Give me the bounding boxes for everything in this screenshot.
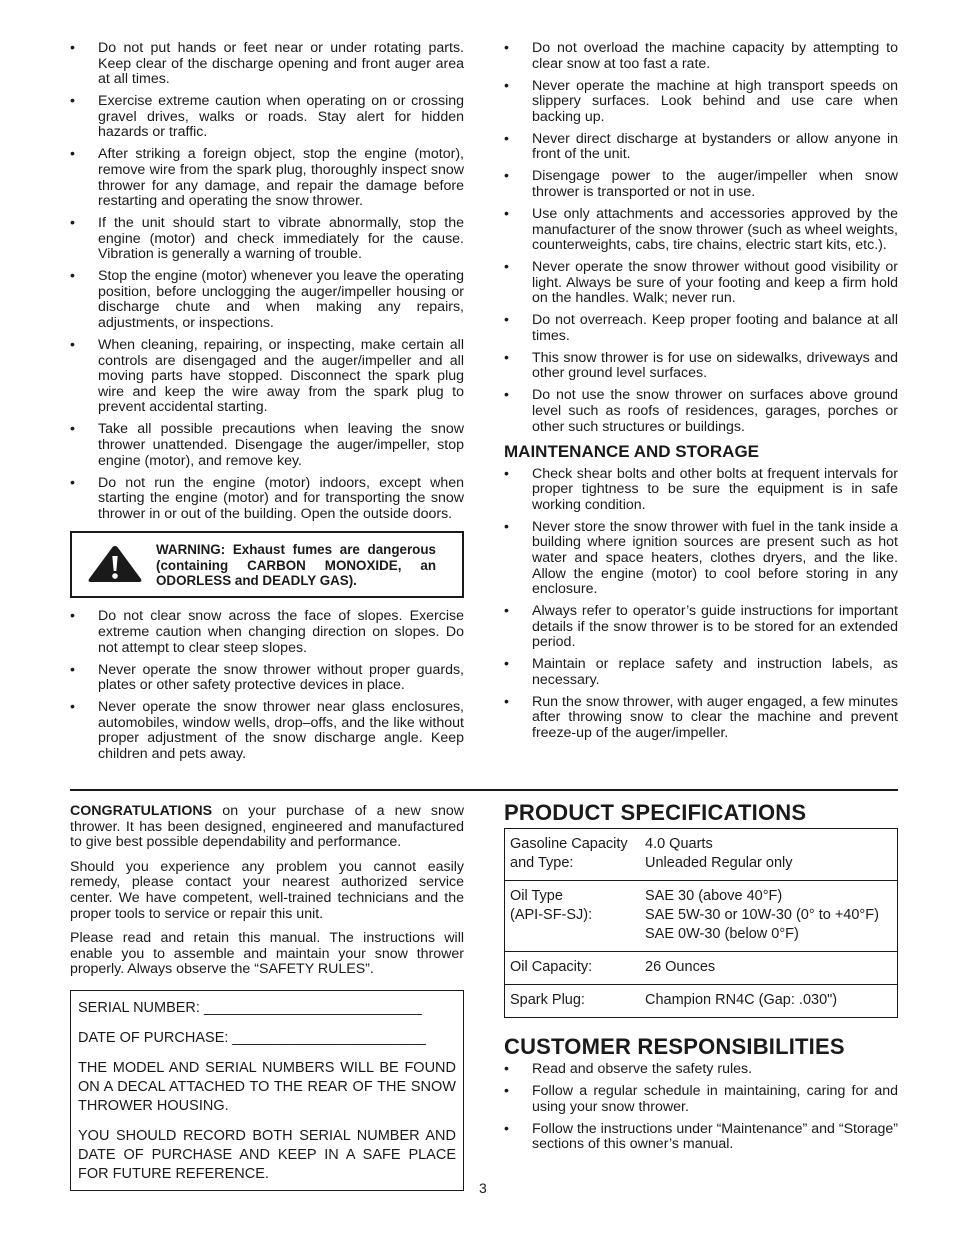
warning-box xyxy=(70,531,464,598)
congratulations-section xyxy=(70,804,464,1191)
safety-list-left-continued xyxy=(70,609,464,762)
safety-rules-right-column xyxy=(504,41,898,748)
service-paragraph: Should you experience any problem you cannot easily remedy, please contact your nearest authorized service center. We have competent, well-trained technicians and the proper tools to service or repair this unit. xyxy=(70,858,464,922)
list-item: • Do not put hands or feet near or under rotating parts. Keep clear of the discharge opening and front auger area at all times. xyxy=(70,40,464,88)
table-row: Oil Capacity: 26 Ounces xyxy=(505,952,898,985)
warning-triangle-icon xyxy=(86,544,144,584)
list-item: • Never operate the snow thrower near glass enclosures, automobiles, window wells, drop–offs, and the like without proper adjustment of the snow discharge angle. Keep children and pets away. xyxy=(70,699,464,762)
list-item: • Never operate the machine at high transport speeds on slippery surfaces. Look behind and use care when backing up. xyxy=(504,77,898,125)
safety-list-left xyxy=(70,41,464,522)
list-item: • Stop the engine (motor) whenever you leave the operating position, before unclogging the auger/impeller housing or discharge chute and when making any repairs, adjustments, or inspections. xyxy=(70,268,464,332)
list-item: • Take all possible precautions when leaving the snow thrower unattended. Disengage the auger/impeller, stop engine (motor), and remove key. xyxy=(70,421,464,469)
customer-responsibilities-heading: CUSTOMER RESPONSIBILITIES xyxy=(504,1034,845,1059)
list-item: • Use only attachments and accessories approved by the manufacturer of the snow thrower (such as wheel weights, counterweights, cabs, tire chains, electric start kits, etc.). xyxy=(504,205,898,254)
maintenance-heading: MAINTENANCE AND STORAGE xyxy=(504,441,760,461)
warning-text: WARNING: Exhaust fumes are dangerous (containing CARBON MONOXIDE, an ODORLESS and DEADLY GAS). xyxy=(156,542,436,588)
product-specifications-heading: PRODUCT SPECIFICATIONS xyxy=(504,800,807,825)
specifications-section xyxy=(504,800,898,1159)
maintenance-list xyxy=(504,467,898,742)
list-item: • Do not clear snow across the face of slopes. Exercise extreme caution when changing direction on slopes. Do not attempt to clear steep slopes. xyxy=(70,608,464,656)
table-row: Spark Plug: Champion RN4C (Gap: .030") xyxy=(505,985,898,1018)
customer-responsibilities-list xyxy=(504,1062,898,1153)
specifications-table xyxy=(504,828,898,1018)
date-of-purchase-line: DATE OF PURCHASE: ________________________ xyxy=(78,1029,426,1046)
serial-number-line: SERIAL NUMBER: ___________________________ xyxy=(78,999,422,1016)
manual-paragraph: Please read and retain this manual. The instructions will enable you to assemble and maintain your snow thrower properly. Always observe the “SAFETY RULES”. xyxy=(70,930,464,978)
list-item: • Always refer to operator’s guide instructions for important details if the snow thrower is to be stored for an extended period. xyxy=(504,603,898,651)
list-item: • Never operate the snow thrower without proper guards, plates or other safety protective devices in place. xyxy=(70,661,464,694)
list-item: • Do not use the snow thrower on surfaces above ground level such as roofs of residences, garages, porches or other such structures or buildings. xyxy=(504,387,898,435)
list-item: • This snow thrower is for use on sidewalks, driveways and other ground level surfaces. xyxy=(504,349,898,382)
list-item: • Do not run the engine (motor) indoors, except when starting the engine (motor) and for transporting the snow thrower in or out of the building. Open the outside doors. xyxy=(70,474,464,522)
list-item: • Never operate the snow thrower without good visibility or light. Always be sure of your footing and keep a firm hold on the handles. Walk; never run. xyxy=(504,259,898,307)
safety-rules-left-column xyxy=(70,41,464,769)
table-row: Oil Type (API-SF-SJ): SAE 30 (above 40°F) SAE 5W-30 or 10W-30 (0° to +40°F) SAE 0W-30 (below 0°F) xyxy=(505,881,898,952)
list-item: • Never direct discharge at bystanders or allow anyone in front of the unit. xyxy=(504,130,898,163)
table-row: Gasoline Capacity and Type: 4.0 Quarts Unleaded Regular only xyxy=(505,829,898,881)
list-item: • Check shear bolts and other bolts at frequent intervals for proper tightness to be sure the equipment is in safe working condition. xyxy=(504,465,898,513)
list-item: • Disengage power to the auger/impeller when snow thrower is transported or not in use. xyxy=(504,168,898,200)
list-item: • Never store the snow thrower with fuel in the tank inside a building where ignition sources are present such as hot water and space heaters, clothes dryers, and the like. Allow the engine (motor) to cool before storing in any enclosure. xyxy=(504,518,898,598)
list-item: • Do not overreach. Keep proper footing and balance at all times. xyxy=(504,312,898,344)
page-number: 3 xyxy=(479,1180,487,1196)
list-item: • Follow the instructions under “Maintenance” and “Storage” sections of this owner’s manual. xyxy=(504,1120,898,1153)
list-item: • If the unit should start to vibrate abnormally, stop the engine (motor) and check immediately for the cause. Vibration is generally a warning of trouble. xyxy=(70,215,464,263)
list-item: • Maintain or replace safety and instruction labels, as necessary. xyxy=(504,656,898,688)
congratulations-paragraph: CONGRATULATIONS on your purchase of a new snow thrower. It has been designed, engineered and manufactured to give best possible dependability and performance. xyxy=(70,803,464,851)
list-item: • Run the snow thrower, with auger engaged, a few minutes after throwing snow to clear the machine and prevent freeze-up of the auger/impeller. xyxy=(504,693,898,742)
record-note: YOU SHOULD RECORD BOTH SERIAL NUMBER AND DATE OF PURCHASE AND KEEP IN A SAFE PLACE FOR FUTURE REFERENCE. xyxy=(78,1127,456,1182)
model-location-note: THE MODEL AND SERIAL NUMBERS WILL BE FOUND ON A DECAL ATTACHED TO THE REAR OF THE SNOW THROWER HOUSING. xyxy=(78,1059,456,1114)
list-item: • When cleaning, repairing, or inspecting, make certain all controls are disengaged and the auger/impeller and all moving parts have stopped. Disconnect the spark plug wire and keep the wire away from the spark plug to prevent accidental starting. xyxy=(70,337,464,416)
serial-number-box xyxy=(70,990,464,1191)
list-item: • Read and observe the safety rules. xyxy=(504,1061,753,1077)
list-item: • Do not overload the machine capacity by attempting to clear snow at too fast a rate. xyxy=(504,40,898,72)
list-item: • After striking a foreign object, stop the engine (motor), remove wire from the spark plug, thoroughly inspect snow thrower for any damage, and repair the damage before restarting and operating the snow thrower. xyxy=(70,146,464,210)
list-item: • Exercise extreme caution when operating on or crossing gravel drives, walks or roads. Stay alert for hidden hazards or traffic. xyxy=(70,93,464,141)
section-divider xyxy=(70,789,898,791)
list-item: • Follow a regular schedule in maintaining, caring for and using your snow thrower. xyxy=(504,1082,898,1115)
safety-list-right xyxy=(504,41,898,435)
